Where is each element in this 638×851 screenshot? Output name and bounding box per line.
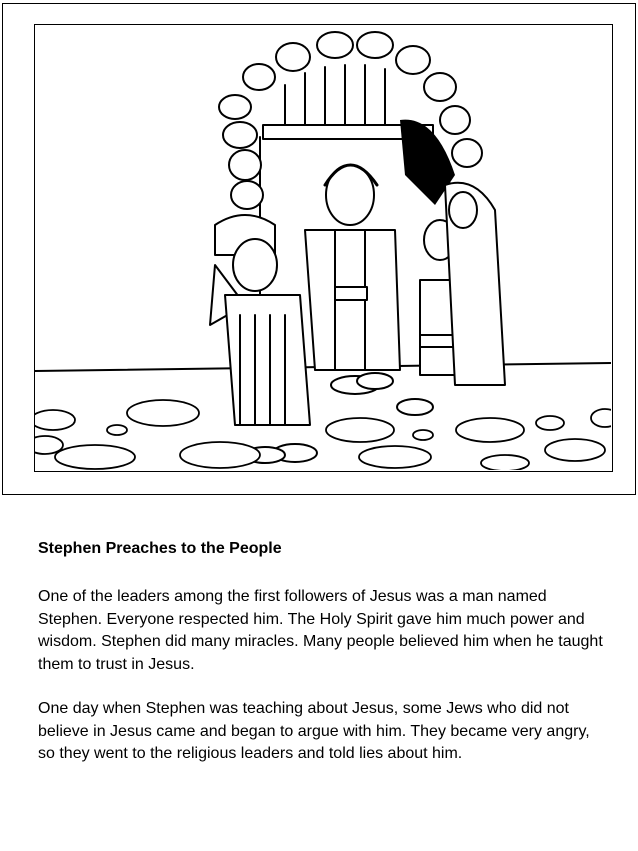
story-paragraph-1: One of the leaders among the first followers of Jesus was a man named Stephen. Everyone respected him. The Holy Spirit gave him much power and wisdom. Stephen did many miracles. Many people believed him when he taught them to trust in Jesus.: [38, 588, 603, 673]
story-paragraph-2: One day when Stephen was teaching about Jesus, some Jews who did not believe in Jesus came and began to argue with him. They became very angry, so they went to the religious leaders and told lies about him.: [38, 700, 590, 762]
woman-figure: [445, 183, 505, 385]
coloring-illustration: [34, 24, 613, 472]
stephen-figure: [305, 165, 400, 394]
door-planks: [285, 65, 385, 125]
coloring-page-frame: [2, 3, 636, 495]
man-with-turban-figure: [210, 215, 317, 463]
page-title: Stephen Preaches to the People: [38, 540, 282, 557]
cobblestones: [35, 400, 611, 470]
